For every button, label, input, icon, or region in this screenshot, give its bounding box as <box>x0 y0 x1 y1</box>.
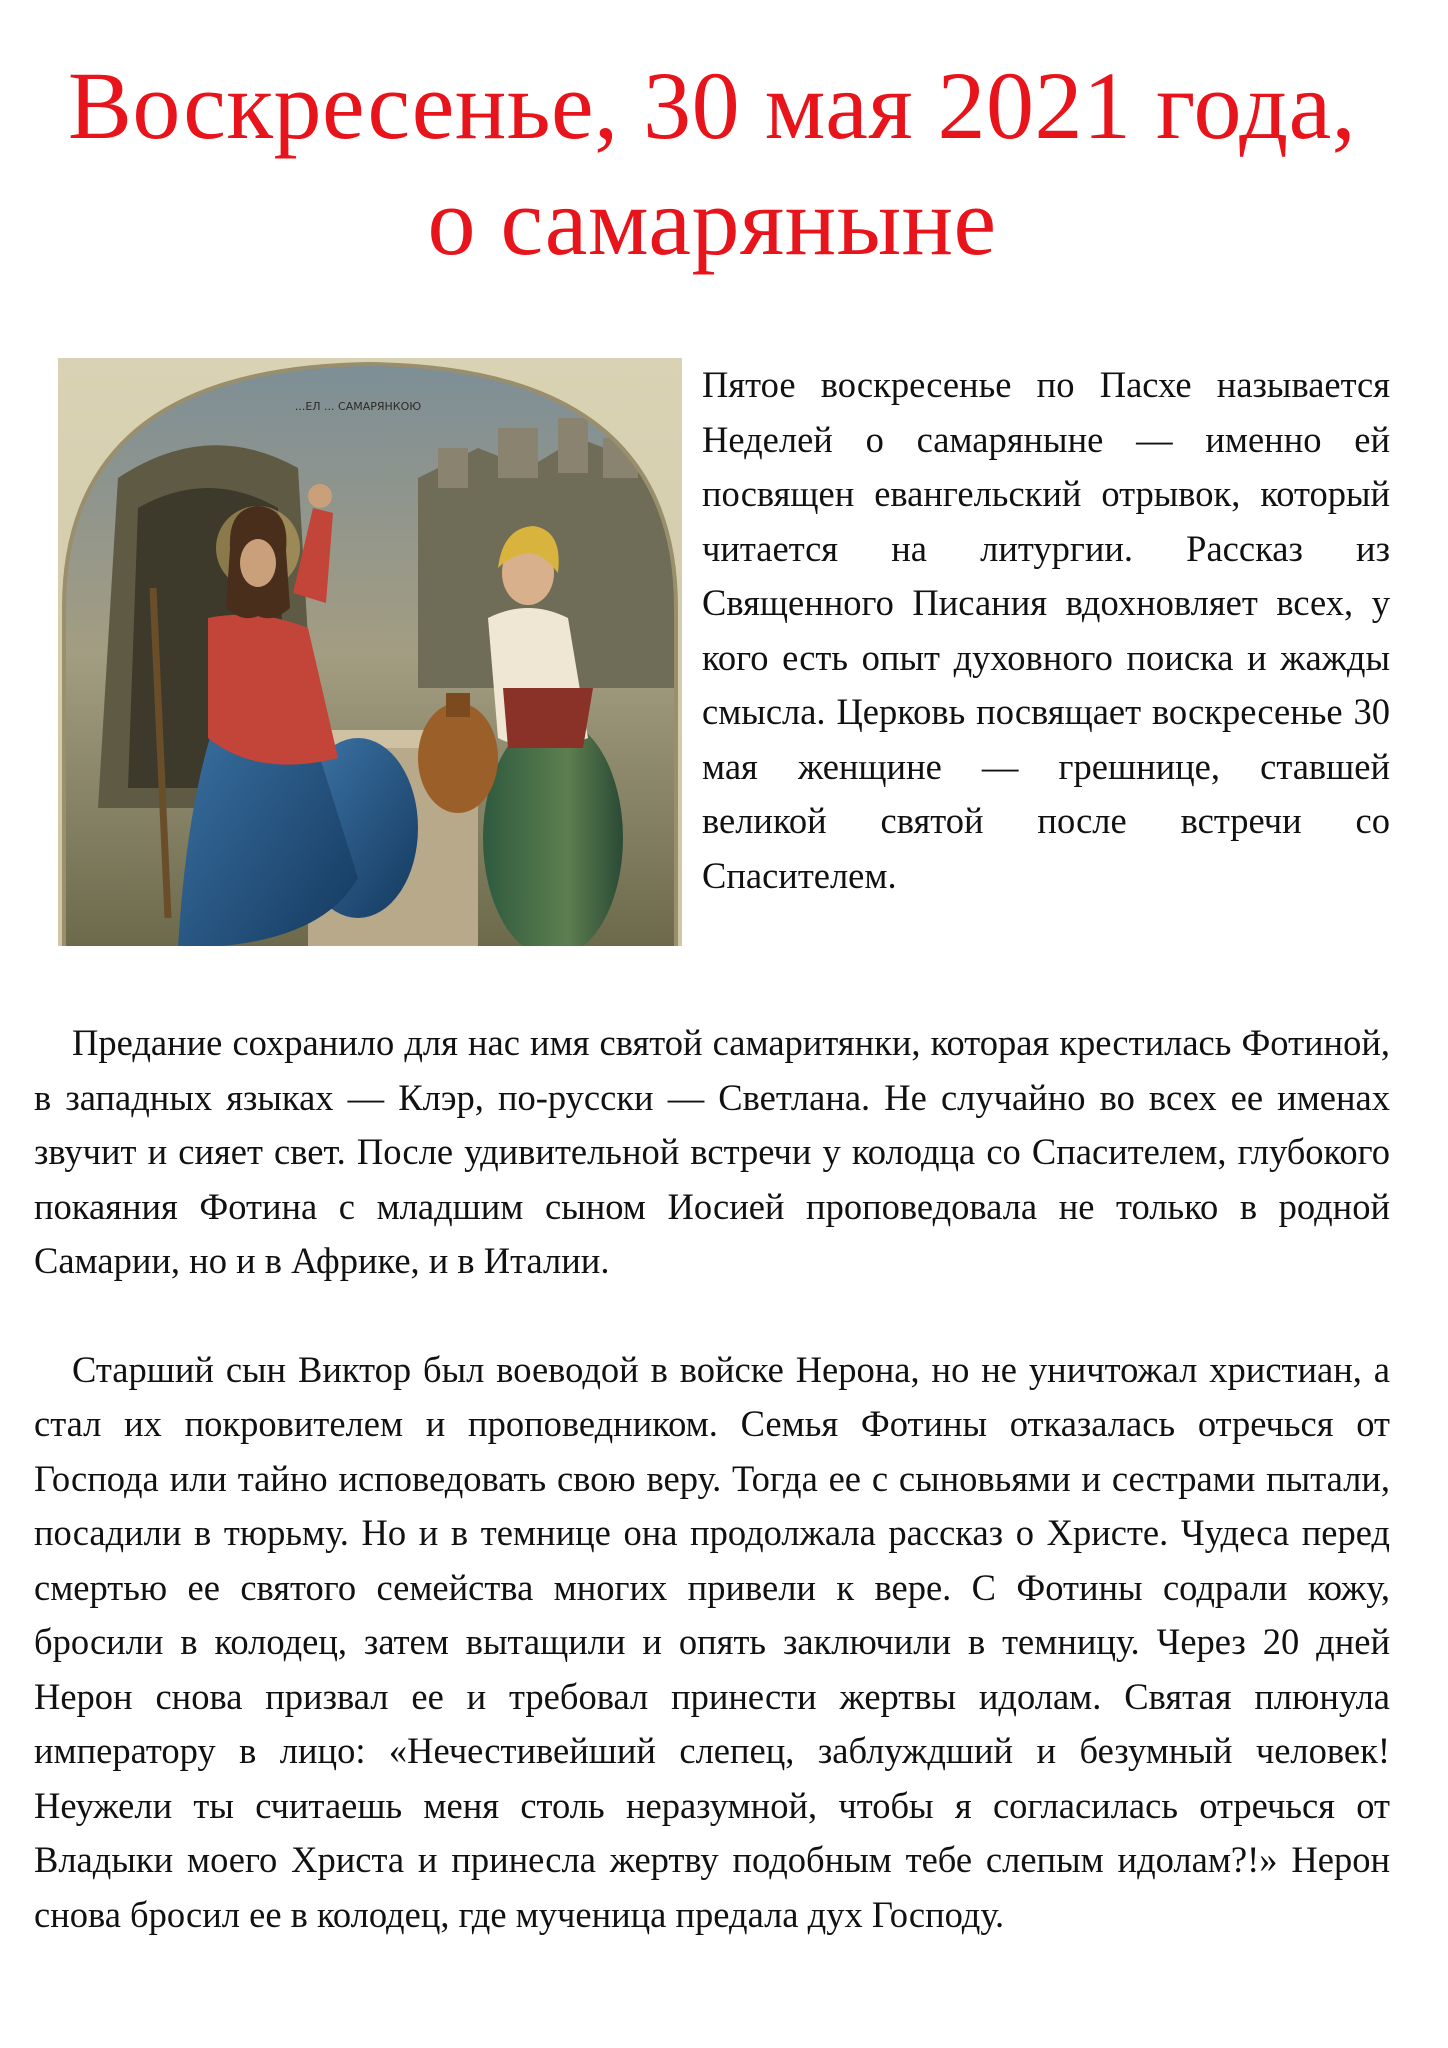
christ-and-samaritan-woman-painting <box>58 358 682 946</box>
page-title: Воскресенье, 30 мая 2021 года, о самаряныне <box>67 52 1357 275</box>
paragraph-legend: Предание сохранило для нас имя святой самаритянки, которая крестилась Фотиной, в западных языках — Клэр, по-русски — Светлана. Не случайно во всех ее именах звучит и сияет свет. После удивительной встречи у колодца со Спасителем, глубокого покаяния Фотина с младшим сыном Иосией проповедовала не только в родной Самарии, но и в Африке, и в Италии. <box>34 1022 1390 1281</box>
paragraph-martyrdom: Старший сын Виктор был воеводой в войске Нерона, но не уничтожал христиан, а стал их покровителем и проповедником. Семья Фотины отказалась отречься от Господа или тайно исповедовать свою веру. Тогда ее с сыновьями и сестрами пытали, посадили в тюрьму. Но и в темнице она продолжала рассказ о Христе. Чудеса перед смертью ее святого семейства многих привели к вере. С Фотины содрали кожу, бросили в колодец, затем вытащили и опять заключили в темницу. Через 20 дней Нерон снова призвал ее и требовал принести жертвы идолам. Святая плюнула императору в лицо: «Нечестивейший слепец, заблуждший и безумный человек! Неужели ты считаешь меня столь неразумной, чтобы я согласилась отречься от Владыки моего Христа и принесла жертву подобным тебе слепым идолам?!» Нерон снова бросил ее в колодец, где мученица предала дух Господу. <box>34 1348 1390 1935</box>
painting-caption: ...ЕЛ ... САМАРЯНКОЮ <box>294 400 422 413</box>
paragraph-intro: Пятое воскресенье по Пасхе называется Неделей о самаряныне — именно ей посвящен евангельский отрывок, который читается на литургии. Рассказ из Священного Писания вдохновляет всех, у кого есть опыт духовного поиска и жажды смысла. Церковь посвящает воскресенье 30 мая женщине — грешнице, ставшей великой святой после встречи со Спасителем. <box>702 364 1390 896</box>
intro-section <box>34 358 1390 978</box>
